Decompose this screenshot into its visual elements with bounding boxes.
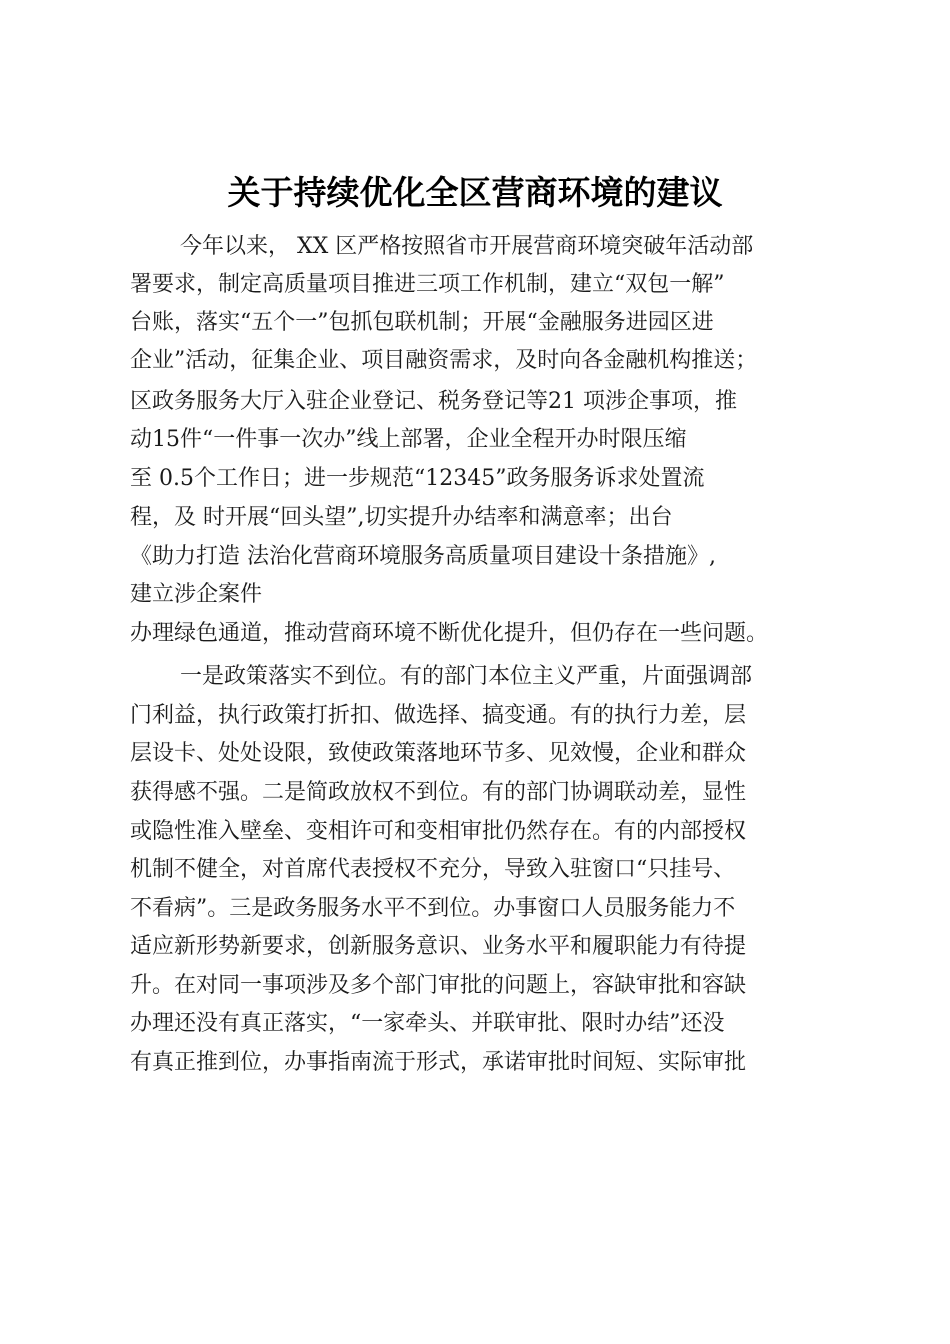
text-line: 程，及 时开展“回头望”,切实提升办结率和满意率；出台 [130,505,673,530]
document-title: 关于持续优化全区营商环境的建议 [227,173,723,212]
text-line: 《助力打造 法治化营商环境服务高质量项目建设十条措施》, [130,544,716,569]
text-line: 署要求，制定高质量项目推进三项工作机制，建立“双包一解” [130,272,725,297]
text-line: 一是政策落实不到位。有的部门本位主义严重，片面强调部 [180,664,753,689]
text-line: 有真正推到位，办事指南流于形式，承诺审批时间短、实际审批 [130,1050,747,1075]
text-line: 层设卡、处处设限，致使政策落地环节多、见效慢，企业和群众 [130,741,747,766]
text-line: 动15件“一件事一次办”线上部署，企业全程开办时限压缩 [130,427,687,452]
text-line: 区政务服务大厅入驻企业登记、税务登记等21 项涉企事项，推 [130,389,737,414]
text-line: 获得感不强。二是简政放权不到位。有的部门协调联动差，显性 [130,780,747,805]
text-line: 不看病”。三是政务服务水平不到位。办事窗口人员服务能力不 [130,896,736,921]
text-line: 适应新形势新要求，创新服务意识、业务水平和履职能力有待提 [130,934,747,959]
text-line: 门利益，执行政策打折扣、做选择、搞变通。有的执行力差，层 [130,703,747,728]
text-line: 建立涉企案件 [130,582,263,607]
text-line: 台账，落实“五个一”包抓包联机制；开展“金融服务进园区进 [130,310,714,335]
text-line: 机制不健全，对首席代表授权不充分，导致入驻窗口“只挂号、 [130,857,736,882]
text-line: 或隐性准入壁垒、变相许可和变相审批仍然存在。有的内部授权 [130,819,747,844]
text-line: 至 0.5个工作日；进一步规范“12345”政务服务诉求处置流 [130,466,705,491]
text-line: 升。在对同一事项涉及多个部门审批的问题上，容缺审批和容缺 [130,973,747,998]
text-line: 企业”活动，征集企业、项目融资需求，及时向各金融机构推送； [130,348,758,373]
text-line: 今年以来， XX 区严格按照省市开展营商环境突破年活动部 [180,234,754,259]
text-line: 办理绿色通道，推动营商环境不断优化提升，但仍存在一些问题。 [130,621,769,646]
text-line: 办理还没有真正落实，“一家牵头、并联审批、限时办结”还没 [130,1011,725,1036]
